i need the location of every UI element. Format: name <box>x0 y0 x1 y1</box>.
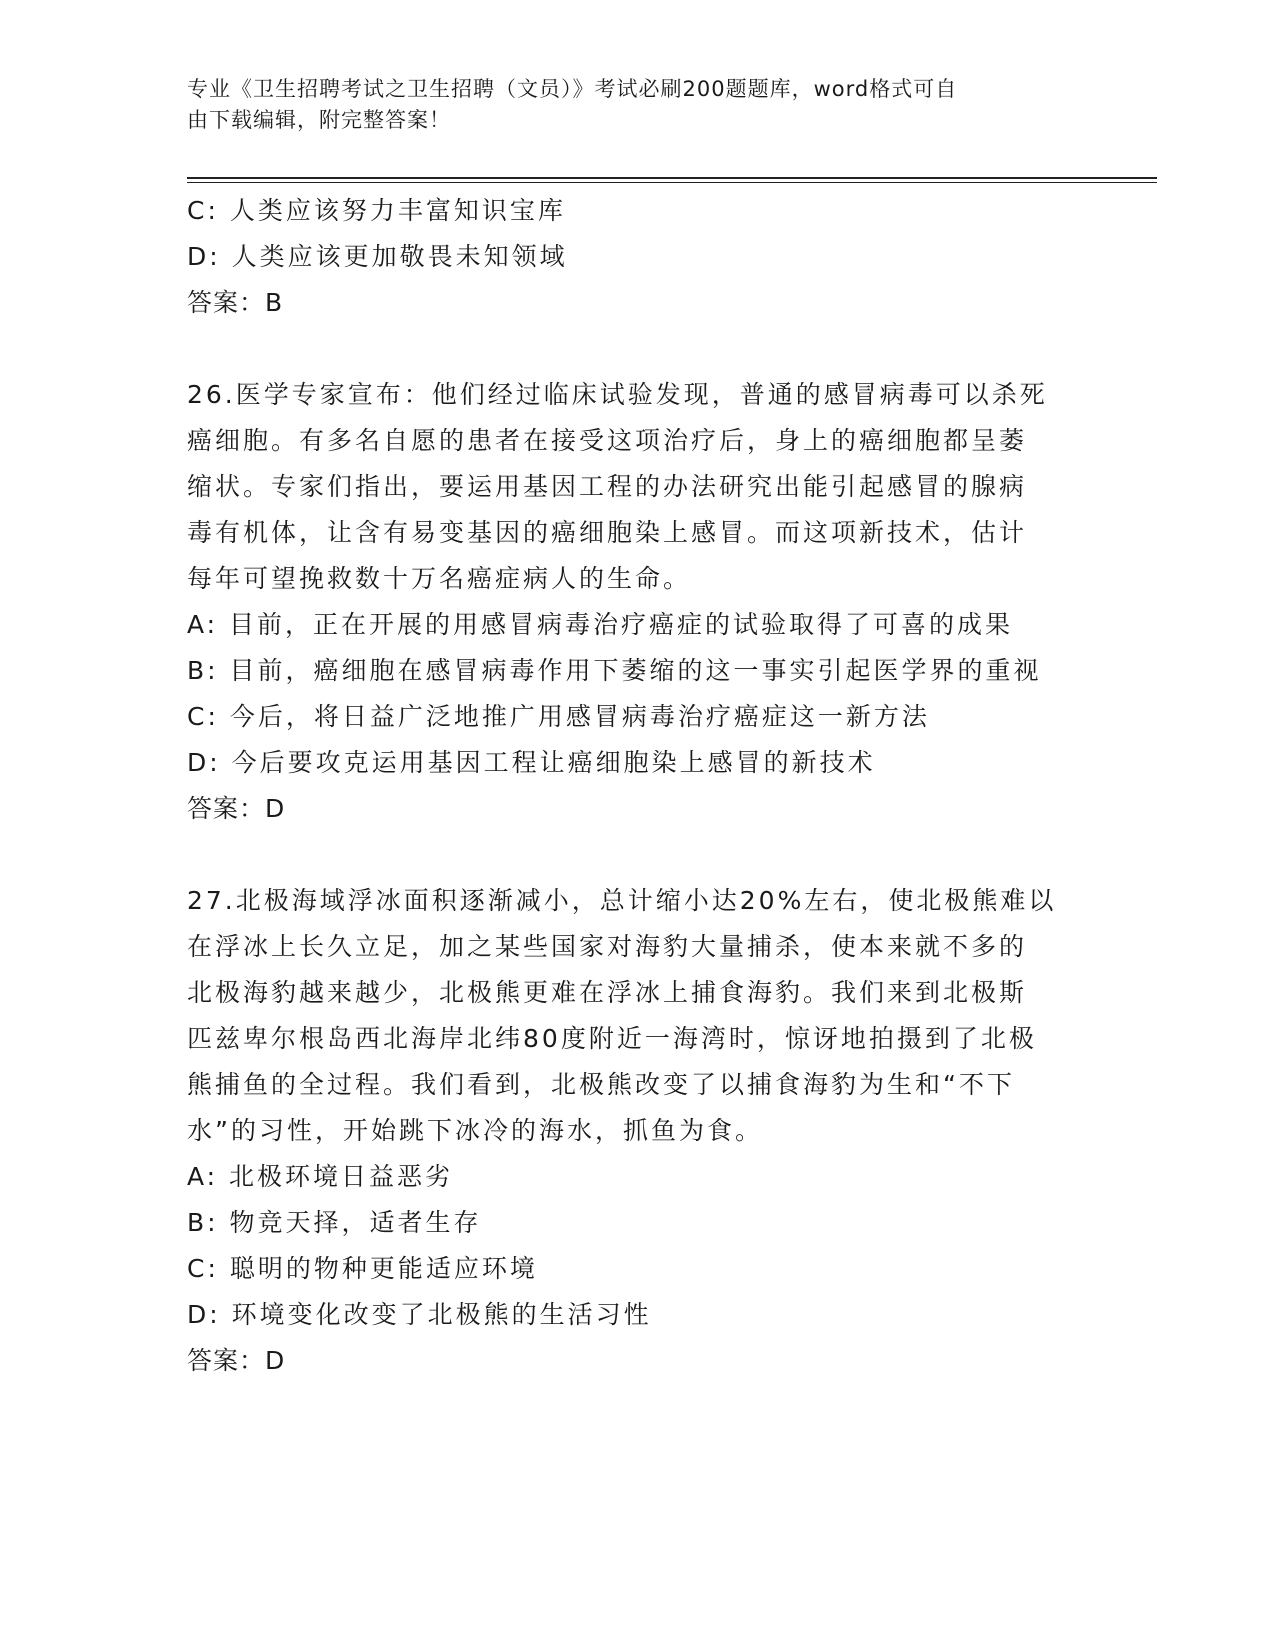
header-line-1: 专业《卫生招聘考试之卫生招聘（文员）》考试必刷200题题库，word格式可自 <box>187 77 958 101</box>
q25-option-d: D: 人类应该更加敬畏未知领域 <box>187 242 568 271</box>
header-line-2: 由下载编辑，附完整答案！ <box>187 108 451 132</box>
q27-option-d: D: 环境变化改变了北极熊的生活习性 <box>187 1300 652 1329</box>
q26-stem-line: 26.医学专家宣布：他们经过临床试验发现，普通的感冒病毒可以杀死 <box>187 380 1048 409</box>
q27-stem-line: 27.北极海域浮冰面积逐渐减小，总计缩小达20%左右，使北极熊难以 <box>187 886 1057 915</box>
q27-option-a: A: 北极环境日益恶劣 <box>187 1162 454 1191</box>
question-content <box>187 188 1067 1384</box>
q26-option-a: A: 目前，正在开展的用感冒病毒治疗癌症的试验取得了可喜的成果 <box>187 610 1014 639</box>
q27-answer: 答案：D <box>187 1346 286 1375</box>
question-26 <box>187 372 1067 832</box>
q27-stem-line: 熊捕鱼的全过程。我们看到，北极熊改变了以捕食海豹为生和“不下 <box>187 1070 1015 1099</box>
q26-option-d: D: 今后要攻克运用基因工程让癌细胞染上感冒的新技术 <box>187 748 876 777</box>
q27-option-b: B: 物竞天择，适者生存 <box>187 1208 482 1237</box>
q26-option-b: B: 目前，癌细胞在感冒病毒作用下萎缩的这一事实引起医学界的重视 <box>187 656 1042 685</box>
q26-answer: 答案：D <box>187 794 286 823</box>
q27-option-c: C: 聪明的物种更能适应环境 <box>187 1254 538 1283</box>
spacer <box>187 832 1067 878</box>
q27-stem-line: 匹兹卑尔根岛西北海岸北纬80度附近一海湾时，惊讶地拍摄到了北极 <box>187 1024 1037 1053</box>
question-27 <box>187 878 1067 1384</box>
spacer <box>187 326 1067 372</box>
question-25-tail <box>187 188 1067 326</box>
q27-stem-line: 北极海豹越来越少，北极熊更难在浮冰上捕食海豹。我们来到北极斯 <box>187 978 1028 1007</box>
document-header <box>187 74 1087 136</box>
q26-stem-line: 每年可望挽救数十万名癌症病人的生命。 <box>187 564 692 593</box>
q26-stem-line: 癌细胞。有多名自愿的患者在接受这项治疗后，身上的癌细胞都呈萎 <box>187 426 1028 455</box>
q25-answer: 答案：B <box>187 288 284 317</box>
q26-stem-line: 毒有机体，让含有易变基因的癌细胞染上感冒。而这项新技术，估计 <box>187 518 1028 547</box>
q26-stem-line: 缩状。专家们指出，要运用基因工程的办法研究出能引起感冒的腺病 <box>187 472 1028 501</box>
header-rule-thin <box>187 182 1157 183</box>
q26-option-c: C: 今后，将日益广泛地推广用感冒病毒治疗癌症这一新方法 <box>187 702 930 731</box>
header-rule-thick <box>187 177 1157 179</box>
q25-option-c: C: 人类应该努力丰富知识宝库 <box>187 196 566 225</box>
q27-stem-line: 在浮冰上长久立足，加之某些国家对海豹大量捕杀，使本来就不多的 <box>187 932 1028 961</box>
q27-stem-line: 水”的习性，开始跳下冰冷的海水，抓鱼为食。 <box>187 1116 763 1145</box>
